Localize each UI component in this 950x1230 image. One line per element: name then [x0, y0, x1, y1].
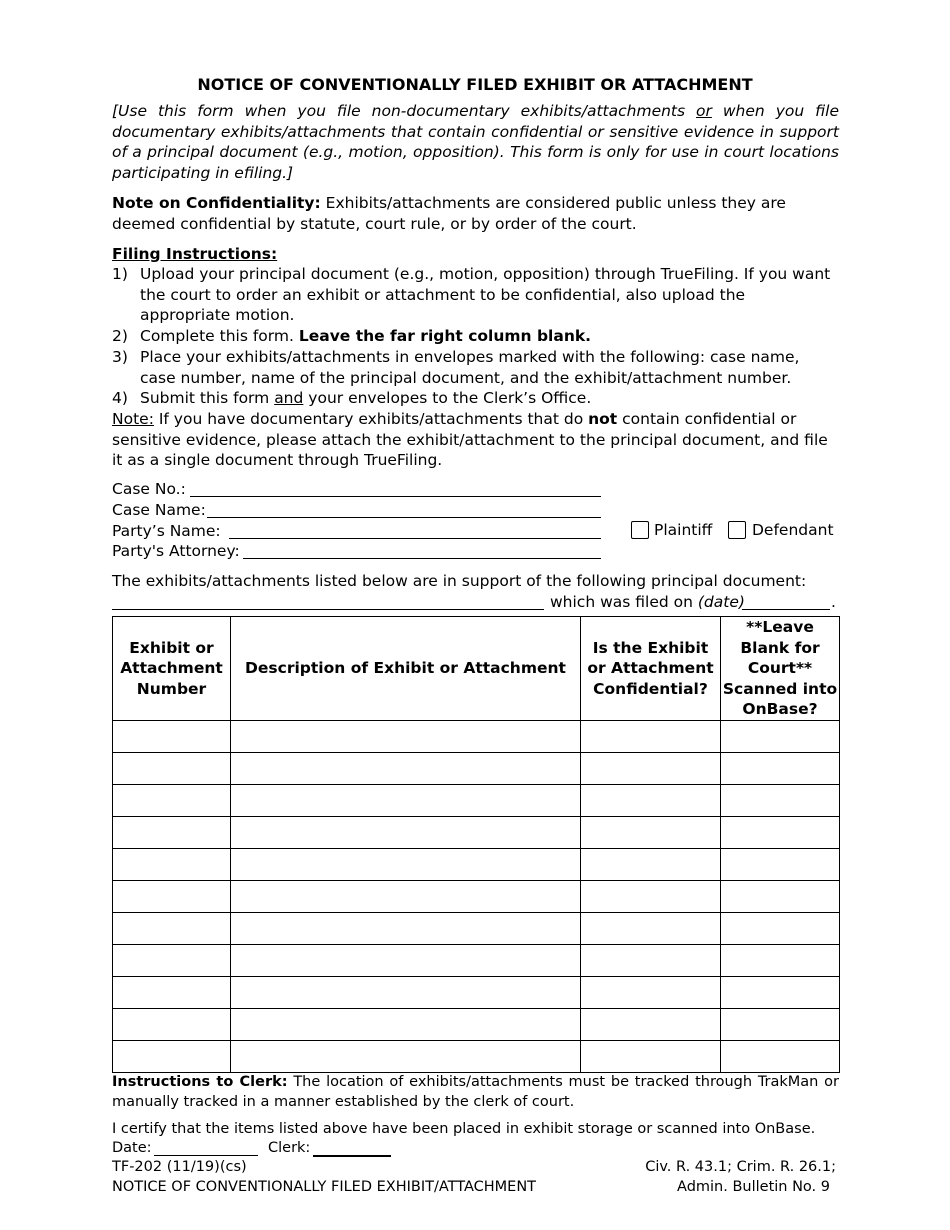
note-text-bold: not	[588, 410, 618, 428]
note-label: Note:	[112, 410, 154, 428]
intro-or: or	[696, 102, 712, 120]
confidentiality-label: Note on Confidentiality:	[112, 194, 321, 212]
step-text	[140, 388, 839, 409]
case-name-label: Case Name:	[112, 501, 206, 519]
table-row	[113, 817, 840, 849]
filed-on-text	[550, 592, 745, 612]
party-attorney-field[interactable]	[243, 558, 601, 559]
confidentiality-note	[112, 193, 839, 234]
cell-confidential[interactable]	[581, 881, 721, 913]
table-row	[113, 1009, 840, 1041]
party-attorney-label: Party's Attorney:	[112, 542, 240, 560]
table-row	[113, 721, 840, 753]
intro-part2: when you file documentary exhibits/attachments that contain confidential or sensitive evidence in support of a principal document (e.g., motion, opposition). This form is only for use in court locations participating in efiling.]	[112, 102, 839, 182]
cell-confidential[interactable]	[581, 753, 721, 785]
intro-instructions	[112, 101, 839, 183]
cell-exhibit-number[interactable]	[113, 753, 231, 785]
exhibit-table	[112, 616, 840, 1073]
cell-description[interactable]	[231, 1009, 581, 1041]
filing-step-4	[112, 388, 839, 409]
filing-step-1	[112, 264, 839, 326]
certification-text: I certify that the items listed above have been placed in exhibit storage or scanned into OnBase.	[112, 1121, 816, 1137]
filing-step-2	[112, 326, 839, 347]
header-text: Description of Exhibit or Attachment	[245, 659, 566, 678]
cell-exhibit-number[interactable]	[113, 945, 231, 977]
cell-confidential[interactable]	[581, 1041, 721, 1073]
step-text-b: your envelopes to the Clerk’s Office.	[303, 389, 592, 407]
form-id: TF-202 (11/19)(cs)	[112, 1159, 247, 1175]
cell-exhibit-number[interactable]	[113, 881, 231, 913]
cell-court-use	[721, 849, 840, 881]
cell-confidential[interactable]	[581, 817, 721, 849]
documentary-note	[112, 409, 839, 471]
cell-description[interactable]	[231, 849, 581, 881]
cell-court-use	[721, 1009, 840, 1041]
cell-confidential[interactable]	[581, 913, 721, 945]
header-confidential	[581, 617, 721, 721]
date-label: Date:	[112, 1140, 152, 1156]
clerk-text: The location of exhibits/attachments must be tracked through TrakMan or manually tracked in a manner established by the clerk of court.	[112, 1074, 839, 1110]
header-text: **Leave Blank for Court**	[740, 618, 820, 678]
date-label: (date)	[697, 593, 745, 611]
header-text: Exhibit or Attachment Number	[120, 638, 223, 698]
table-row	[113, 945, 840, 977]
cell-exhibit-number[interactable]	[113, 1041, 231, 1073]
table-row	[113, 1041, 840, 1073]
clerk-instructions	[112, 1073, 839, 1112]
plaintiff-checkbox[interactable]	[631, 521, 649, 539]
header-exhibit-number	[113, 617, 231, 721]
cell-court-use	[721, 977, 840, 1009]
filed-period: .	[831, 593, 836, 611]
step-number: 4)	[112, 389, 128, 407]
step-text-normal: Complete this form.	[140, 327, 299, 345]
step-number: 2)	[112, 327, 128, 345]
page-title: NOTICE OF CONVENTIONALLY FILED EXHIBIT OR ATTACHMENT	[197, 75, 753, 94]
cell-confidential[interactable]	[581, 849, 721, 881]
note-text-a: If you have documentary exhibits/attachments that do	[153, 410, 589, 428]
cell-exhibit-number[interactable]	[113, 785, 231, 817]
header-text: Is the Exhibit or Attachment Confidential?	[587, 638, 714, 698]
step-number: 3)	[112, 348, 128, 366]
step-text-and: and	[274, 389, 304, 407]
cell-description[interactable]	[231, 945, 581, 977]
plaintiff-label: Plaintiff	[654, 521, 713, 539]
party-name-label: Party’s Name:	[112, 522, 221, 540]
cell-court-use	[721, 817, 840, 849]
rule-references: Civ. R. 43.1; Crim. R. 26.1;	[645, 1159, 836, 1175]
cell-confidential[interactable]	[581, 977, 721, 1009]
table-header-row	[113, 617, 840, 721]
cell-confidential[interactable]	[581, 785, 721, 817]
cell-court-use	[721, 945, 840, 977]
party-name-field[interactable]	[229, 538, 601, 539]
cell-description[interactable]	[231, 753, 581, 785]
step-number: 1)	[112, 265, 128, 283]
cell-confidential[interactable]	[581, 945, 721, 977]
cell-exhibit-number[interactable]	[113, 977, 231, 1009]
cell-exhibit-number[interactable]	[113, 817, 231, 849]
cell-court-use	[721, 785, 840, 817]
cell-description[interactable]	[231, 785, 581, 817]
header-court-use	[721, 617, 840, 721]
cell-description[interactable]	[231, 977, 581, 1009]
cell-court-use	[721, 913, 840, 945]
case-no-label: Case No.:	[112, 480, 186, 498]
header-text-normal: Scanned into OnBase?	[722, 679, 838, 719]
principal-document-field[interactable]	[112, 609, 544, 610]
note-text-b: contain confidential or sensitive evidence, please attach the exhibit/attachment to the principal document, and file it as a single document through TrueFiling.	[112, 410, 828, 469]
cell-court-use	[721, 753, 840, 785]
cell-description[interactable]	[231, 721, 581, 753]
cell-exhibit-number[interactable]	[113, 1009, 231, 1041]
cell-description[interactable]	[231, 881, 581, 913]
defendant-checkbox[interactable]	[728, 521, 746, 539]
form-name: NOTICE OF CONVENTIONALLY FILED EXHIBIT/ATTACHMENT	[112, 1179, 537, 1195]
table-row	[113, 913, 840, 945]
confidentiality-text: Exhibits/attachments are considered public unless they are deemed confidential by statute, court rule, or by order of the court.	[112, 194, 786, 233]
clerk-date-field[interactable]	[154, 1155, 258, 1156]
clerk-label: Instructions to Clerk:	[112, 1074, 288, 1090]
cell-confidential[interactable]	[581, 721, 721, 753]
intro-part1: [Use this form when you file non-documentary exhibits/attachments	[112, 102, 697, 120]
cell-confidential[interactable]	[581, 1009, 721, 1041]
step-text-bold: Leave the far right column blank.	[298, 327, 592, 345]
cell-court-use	[721, 1041, 840, 1073]
defendant-label: Defendant	[752, 521, 834, 539]
cell-description[interactable]	[231, 817, 581, 849]
header-description	[231, 617, 581, 721]
cell-court-use	[721, 881, 840, 913]
table-row	[113, 881, 840, 913]
filed-on-label: which was filed on	[550, 593, 698, 611]
table-row	[113, 977, 840, 1009]
support-statement: The exhibits/attachments listed below are in support of the following principal document:	[112, 572, 807, 590]
cell-description[interactable]	[231, 913, 581, 945]
clerk-label: Clerk:	[268, 1140, 311, 1156]
admin-bulletin: Admin. Bulletin No. 9	[677, 1179, 830, 1195]
case-no-field[interactable]	[190, 496, 601, 497]
step-text-a: Submit this form	[140, 389, 275, 407]
table-row	[113, 753, 840, 785]
case-name-field[interactable]	[207, 517, 601, 518]
cell-exhibit-number[interactable]	[113, 849, 231, 881]
step-text	[140, 326, 839, 347]
step-text: Place your exhibits/attachments in envelopes marked with the following: case name, case number, name of the principal document, and the exhibit/attachment number.	[140, 348, 800, 387]
table-row	[113, 849, 840, 881]
step-text: Upload your principal document (e.g., motion, opposition) through TrueFiling. If you want the court to order an exhibit or attachment to be confidential, also upload the appropriate motion.	[140, 265, 831, 324]
cell-exhibit-number[interactable]	[113, 721, 231, 753]
clerk-signature-field[interactable]	[313, 1155, 391, 1157]
cell-description[interactable]	[231, 1041, 581, 1073]
cell-exhibit-number[interactable]	[113, 913, 231, 945]
table-body	[113, 721, 840, 1073]
filing-step-3	[112, 347, 839, 388]
table-row	[113, 785, 840, 817]
filing-instructions-heading: Filing Instructions:	[112, 245, 278, 263]
filed-date-field[interactable]	[742, 609, 830, 610]
cell-court-use	[721, 721, 840, 753]
